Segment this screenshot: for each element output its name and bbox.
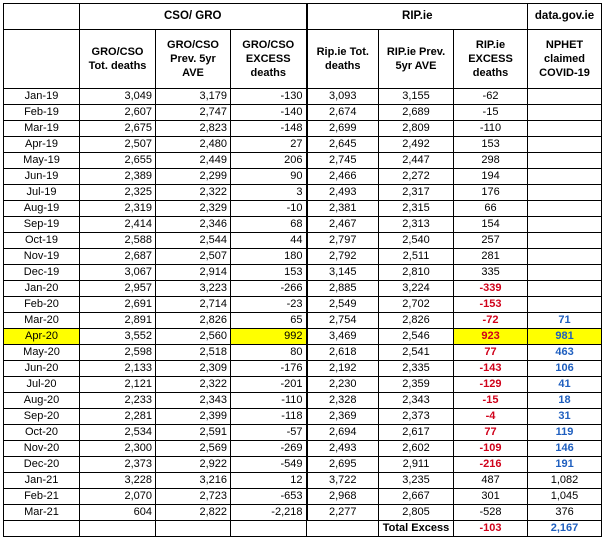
month-cell: Apr-19 <box>4 137 80 153</box>
gro-excess-cell: 180 <box>231 249 307 265</box>
gro-prev-cell: 2,299 <box>156 169 231 185</box>
gro-prev-cell: 2,309 <box>156 361 231 377</box>
rip-prev-cell: 2,805 <box>379 505 454 521</box>
gro-excess-cell: 3 <box>231 185 307 201</box>
table-row <box>4 265 602 281</box>
header-rip-prev: RIP.ie Prev. 5yr AVE <box>379 30 454 89</box>
table-row <box>4 425 602 441</box>
gro-tot-cell: 2,389 <box>80 169 156 185</box>
rip-tot-cell: 3,093 <box>307 89 379 105</box>
gro-excess-cell: 80 <box>231 345 307 361</box>
rip-excess-cell: 487 <box>454 473 528 489</box>
rip-prev-cell: 2,546 <box>379 329 454 345</box>
rip-tot-cell: 2,745 <box>307 153 379 169</box>
table-row <box>4 249 602 265</box>
gro-excess-cell: 12 <box>231 473 307 489</box>
rip-prev-cell: 2,826 <box>379 313 454 329</box>
total-blank <box>307 521 379 537</box>
gro-prev-cell: 2,560 <box>156 329 231 345</box>
rip-tot-cell: 2,885 <box>307 281 379 297</box>
table-row <box>4 313 602 329</box>
rip-excess-cell: 77 <box>454 425 528 441</box>
total-blank <box>80 521 156 537</box>
nphet-cell <box>528 297 602 313</box>
month-cell: Feb-20 <box>4 297 80 313</box>
total-blank <box>156 521 231 537</box>
table-row <box>4 89 602 105</box>
rip-prev-cell: 2,667 <box>379 489 454 505</box>
gro-excess-cell: -130 <box>231 89 307 105</box>
gro-excess-cell: -549 <box>231 457 307 473</box>
group-gov: data.gov.ie <box>528 4 602 30</box>
rip-excess-cell: -72 <box>454 313 528 329</box>
rip-prev-cell: 3,155 <box>379 89 454 105</box>
month-cell: Jun-20 <box>4 361 80 377</box>
table-row <box>4 489 602 505</box>
gro-tot-cell: 2,373 <box>80 457 156 473</box>
month-cell: Apr-20 <box>4 329 80 345</box>
gro-tot-cell: 604 <box>80 505 156 521</box>
rip-tot-cell: 2,381 <box>307 201 379 217</box>
rip-prev-cell: 2,911 <box>379 457 454 473</box>
header-gro-prev: GRO/CSO Prev. 5yr AVE <box>156 30 231 89</box>
gro-excess-cell: -266 <box>231 281 307 297</box>
nphet-cell: 981 <box>528 329 602 345</box>
gro-excess-cell: -110 <box>231 393 307 409</box>
rip-prev-cell: 2,359 <box>379 377 454 393</box>
table-row <box>4 297 602 313</box>
total-blank <box>4 521 80 537</box>
rip-prev-cell: 2,602 <box>379 441 454 457</box>
total-blank <box>231 521 307 537</box>
nphet-cell: 71 <box>528 313 602 329</box>
month-cell: Oct-19 <box>4 233 80 249</box>
gro-tot-cell: 2,233 <box>80 393 156 409</box>
rip-tot-cell: 2,645 <box>307 137 379 153</box>
table-row <box>4 441 602 457</box>
table-row <box>4 409 602 425</box>
table-row <box>4 393 602 409</box>
rip-prev-cell: 3,235 <box>379 473 454 489</box>
month-cell: May-20 <box>4 345 80 361</box>
gro-prev-cell: 2,544 <box>156 233 231 249</box>
rip-tot-cell: 2,192 <box>307 361 379 377</box>
header-nphet: NPHET claimed COVID-19 <box>528 30 602 89</box>
rip-tot-cell: 2,328 <box>307 393 379 409</box>
gro-tot-cell: 2,507 <box>80 137 156 153</box>
rip-excess-cell: -143 <box>454 361 528 377</box>
table-row <box>4 185 602 201</box>
rip-prev-cell: 2,373 <box>379 409 454 425</box>
rip-excess-cell: 923 <box>454 329 528 345</box>
gro-tot-cell: 2,598 <box>80 345 156 361</box>
rip-excess-cell: -15 <box>454 105 528 121</box>
rip-prev-cell: 3,224 <box>379 281 454 297</box>
gro-prev-cell: 2,823 <box>156 121 231 137</box>
rip-excess-cell: -110 <box>454 121 528 137</box>
gro-prev-cell: 2,922 <box>156 457 231 473</box>
group-header-row <box>4 4 602 30</box>
rip-tot-cell: 2,467 <box>307 217 379 233</box>
table-row <box>4 505 602 521</box>
rip-excess-cell: -528 <box>454 505 528 521</box>
gro-excess-cell: -2,218 <box>231 505 307 521</box>
gro-prev-cell: 2,518 <box>156 345 231 361</box>
rip-tot-cell: 2,797 <box>307 233 379 249</box>
rip-tot-cell: 2,694 <box>307 425 379 441</box>
gro-prev-cell: 2,346 <box>156 217 231 233</box>
rip-excess-cell: -4 <box>454 409 528 425</box>
table-row <box>4 137 602 153</box>
gro-excess-cell: -269 <box>231 441 307 457</box>
gro-prev-cell: 3,179 <box>156 89 231 105</box>
gro-prev-cell: 2,322 <box>156 377 231 393</box>
table-row <box>4 329 602 345</box>
gro-tot-cell: 2,607 <box>80 105 156 121</box>
gro-prev-cell: 2,399 <box>156 409 231 425</box>
gro-prev-cell: 2,569 <box>156 441 231 457</box>
gro-prev-cell: 2,723 <box>156 489 231 505</box>
rip-excess-cell: 301 <box>454 489 528 505</box>
gro-excess-cell: 44 <box>231 233 307 249</box>
group-cso: CSO/ GRO <box>80 4 307 30</box>
nphet-cell: 376 <box>528 505 602 521</box>
total-row <box>4 521 602 537</box>
month-cell: Jul-19 <box>4 185 80 201</box>
gro-prev-cell: 2,914 <box>156 265 231 281</box>
header-gro-excess: GRO/CSO EXCESS deaths <box>231 30 307 89</box>
table-row <box>4 281 602 297</box>
rip-prev-cell: 2,689 <box>379 105 454 121</box>
rip-tot-cell: 2,792 <box>307 249 379 265</box>
month-cell: Nov-20 <box>4 441 80 457</box>
gro-tot-cell: 2,957 <box>80 281 156 297</box>
nphet-cell <box>528 249 602 265</box>
total-rip-excess: -103 <box>454 521 528 537</box>
month-cell: Jun-19 <box>4 169 80 185</box>
total-nphet: 2,167 <box>528 521 602 537</box>
month-cell: Feb-21 <box>4 489 80 505</box>
month-cell: Feb-19 <box>4 105 80 121</box>
gro-excess-cell: 68 <box>231 217 307 233</box>
gro-tot-cell: 2,414 <box>80 217 156 233</box>
month-cell: Dec-19 <box>4 265 80 281</box>
gro-tot-cell: 2,891 <box>80 313 156 329</box>
gro-excess-cell: -201 <box>231 377 307 393</box>
rip-tot-cell: 3,469 <box>307 329 379 345</box>
month-cell: Nov-19 <box>4 249 80 265</box>
month-cell: Jan-19 <box>4 89 80 105</box>
column-header-row <box>4 30 602 89</box>
rip-tot-cell: 2,968 <box>307 489 379 505</box>
gro-prev-cell: 2,449 <box>156 153 231 169</box>
gro-excess-cell: 206 <box>231 153 307 169</box>
excess-deaths-table <box>3 3 602 537</box>
gro-tot-cell: 2,687 <box>80 249 156 265</box>
gro-tot-cell: 2,121 <box>80 377 156 393</box>
table-row <box>4 233 602 249</box>
month-cell: Oct-20 <box>4 425 80 441</box>
table-row <box>4 201 602 217</box>
gro-tot-cell: 2,534 <box>80 425 156 441</box>
month-cell: Jan-21 <box>4 473 80 489</box>
nphet-cell <box>528 233 602 249</box>
rip-tot-cell: 2,369 <box>307 409 379 425</box>
nphet-cell: 146 <box>528 441 602 457</box>
nphet-cell <box>528 105 602 121</box>
gro-prev-cell: 2,507 <box>156 249 231 265</box>
gro-excess-cell: 153 <box>231 265 307 281</box>
nphet-cell: 106 <box>528 361 602 377</box>
nphet-cell <box>528 89 602 105</box>
rip-tot-cell: 2,493 <box>307 441 379 457</box>
gro-tot-cell: 2,319 <box>80 201 156 217</box>
rip-excess-cell: -339 <box>454 281 528 297</box>
gro-prev-cell: 3,223 <box>156 281 231 297</box>
month-cell: Jan-20 <box>4 281 80 297</box>
gro-tot-cell: 2,070 <box>80 489 156 505</box>
gro-tot-cell: 2,133 <box>80 361 156 377</box>
gro-excess-cell: -176 <box>231 361 307 377</box>
gro-prev-cell: 2,822 <box>156 505 231 521</box>
gro-excess-cell: -23 <box>231 297 307 313</box>
table-row <box>4 169 602 185</box>
nphet-cell: 1,082 <box>528 473 602 489</box>
rip-prev-cell: 2,511 <box>379 249 454 265</box>
header-rip-tot: Rip.ie Tot. deaths <box>307 30 379 89</box>
rip-prev-cell: 2,343 <box>379 393 454 409</box>
nphet-cell <box>528 169 602 185</box>
nphet-cell <box>528 201 602 217</box>
month-header-cell <box>4 30 80 89</box>
rip-prev-cell: 2,272 <box>379 169 454 185</box>
rip-prev-cell: 2,702 <box>379 297 454 313</box>
gro-excess-cell: -118 <box>231 409 307 425</box>
table-row <box>4 217 602 233</box>
rip-prev-cell: 2,809 <box>379 121 454 137</box>
gro-tot-cell: 2,588 <box>80 233 156 249</box>
gro-excess-cell: 65 <box>231 313 307 329</box>
month-cell: Mar-21 <box>4 505 80 521</box>
nphet-cell <box>528 265 602 281</box>
gro-tot-cell: 3,552 <box>80 329 156 345</box>
month-cell: Sep-20 <box>4 409 80 425</box>
rip-tot-cell: 2,754 <box>307 313 379 329</box>
gro-prev-cell: 2,343 <box>156 393 231 409</box>
gro-excess-cell: -140 <box>231 105 307 121</box>
month-cell: Aug-20 <box>4 393 80 409</box>
table-row <box>4 153 602 169</box>
nphet-cell <box>528 185 602 201</box>
nphet-cell: 41 <box>528 377 602 393</box>
gro-tot-cell: 3,067 <box>80 265 156 281</box>
rip-tot-cell: 2,466 <box>307 169 379 185</box>
month-cell: Mar-19 <box>4 121 80 137</box>
rip-tot-cell: 3,722 <box>307 473 379 489</box>
rip-excess-cell: 176 <box>454 185 528 201</box>
nphet-cell <box>528 281 602 297</box>
rip-tot-cell: 2,699 <box>307 121 379 137</box>
gro-tot-cell: 2,691 <box>80 297 156 313</box>
gro-prev-cell: 3,216 <box>156 473 231 489</box>
nphet-cell <box>528 153 602 169</box>
gro-prev-cell: 2,329 <box>156 201 231 217</box>
gro-tot-cell: 3,049 <box>80 89 156 105</box>
table-row <box>4 105 602 121</box>
rip-excess-cell: 153 <box>454 137 528 153</box>
gro-excess-cell: -10 <box>231 201 307 217</box>
rip-prev-cell: 2,540 <box>379 233 454 249</box>
gro-excess-cell: -653 <box>231 489 307 505</box>
rip-tot-cell: 2,230 <box>307 377 379 393</box>
rip-excess-cell: 335 <box>454 265 528 281</box>
month-cell: Mar-20 <box>4 313 80 329</box>
gro-tot-cell: 2,325 <box>80 185 156 201</box>
gro-tot-cell: 2,281 <box>80 409 156 425</box>
total-label: Total Excess <box>379 521 454 537</box>
gro-tot-cell: 2,300 <box>80 441 156 457</box>
nphet-cell: 31 <box>528 409 602 425</box>
gro-tot-cell: 3,228 <box>80 473 156 489</box>
gro-prev-cell: 2,747 <box>156 105 231 121</box>
blank-corner-cell <box>4 4 80 30</box>
month-cell: Dec-20 <box>4 457 80 473</box>
gro-excess-cell: 90 <box>231 169 307 185</box>
nphet-cell: 463 <box>528 345 602 361</box>
nphet-cell: 191 <box>528 457 602 473</box>
gro-prev-cell: 2,480 <box>156 137 231 153</box>
gro-excess-cell: -148 <box>231 121 307 137</box>
nphet-cell <box>528 217 602 233</box>
gro-excess-cell: -57 <box>231 425 307 441</box>
month-cell: Sep-19 <box>4 217 80 233</box>
rip-prev-cell: 2,810 <box>379 265 454 281</box>
gro-prev-cell: 2,826 <box>156 313 231 329</box>
table-row <box>4 457 602 473</box>
rip-excess-cell: -129 <box>454 377 528 393</box>
rip-prev-cell: 2,617 <box>379 425 454 441</box>
rip-prev-cell: 2,315 <box>379 201 454 217</box>
nphet-cell: 1,045 <box>528 489 602 505</box>
rip-excess-cell: 194 <box>454 169 528 185</box>
rip-tot-cell: 2,277 <box>307 505 379 521</box>
header-rip-excess: RIP.ie EXCESS deaths <box>454 30 528 89</box>
rip-excess-cell: -153 <box>454 297 528 313</box>
table-row <box>4 377 602 393</box>
rip-excess-cell: 66 <box>454 201 528 217</box>
gro-tot-cell: 2,655 <box>80 153 156 169</box>
gro-excess-cell: 992 <box>231 329 307 345</box>
rip-excess-cell: -109 <box>454 441 528 457</box>
table-row <box>4 361 602 377</box>
rip-tot-cell: 2,549 <box>307 297 379 313</box>
rip-prev-cell: 2,447 <box>379 153 454 169</box>
rip-prev-cell: 2,541 <box>379 345 454 361</box>
nphet-cell <box>528 121 602 137</box>
group-rip: RIP.ie <box>307 4 528 30</box>
rip-tot-cell: 2,695 <box>307 457 379 473</box>
nphet-cell: 119 <box>528 425 602 441</box>
gro-prev-cell: 2,714 <box>156 297 231 313</box>
rip-prev-cell: 2,317 <box>379 185 454 201</box>
month-cell: Jul-20 <box>4 377 80 393</box>
table-row <box>4 345 602 361</box>
rip-excess-cell: 281 <box>454 249 528 265</box>
rip-prev-cell: 2,313 <box>379 217 454 233</box>
table-row <box>4 121 602 137</box>
nphet-cell: 18 <box>528 393 602 409</box>
gro-excess-cell: 27 <box>231 137 307 153</box>
rip-tot-cell: 3,145 <box>307 265 379 281</box>
nphet-cell <box>528 137 602 153</box>
rip-excess-cell: -62 <box>454 89 528 105</box>
rip-prev-cell: 2,335 <box>379 361 454 377</box>
month-cell: May-19 <box>4 153 80 169</box>
header-gro-tot: GRO/CSO Tot. deaths <box>80 30 156 89</box>
gro-prev-cell: 2,322 <box>156 185 231 201</box>
gro-tot-cell: 2,675 <box>80 121 156 137</box>
table-row <box>4 473 602 489</box>
rip-excess-cell: 77 <box>454 345 528 361</box>
rip-excess-cell: 154 <box>454 217 528 233</box>
rip-tot-cell: 2,674 <box>307 105 379 121</box>
rip-tot-cell: 2,493 <box>307 185 379 201</box>
rip-excess-cell: -216 <box>454 457 528 473</box>
rip-excess-cell: -15 <box>454 393 528 409</box>
rip-excess-cell: 298 <box>454 153 528 169</box>
gro-prev-cell: 2,591 <box>156 425 231 441</box>
rip-excess-cell: 257 <box>454 233 528 249</box>
rip-tot-cell: 2,618 <box>307 345 379 361</box>
month-cell: Aug-19 <box>4 201 80 217</box>
rip-prev-cell: 2,492 <box>379 137 454 153</box>
